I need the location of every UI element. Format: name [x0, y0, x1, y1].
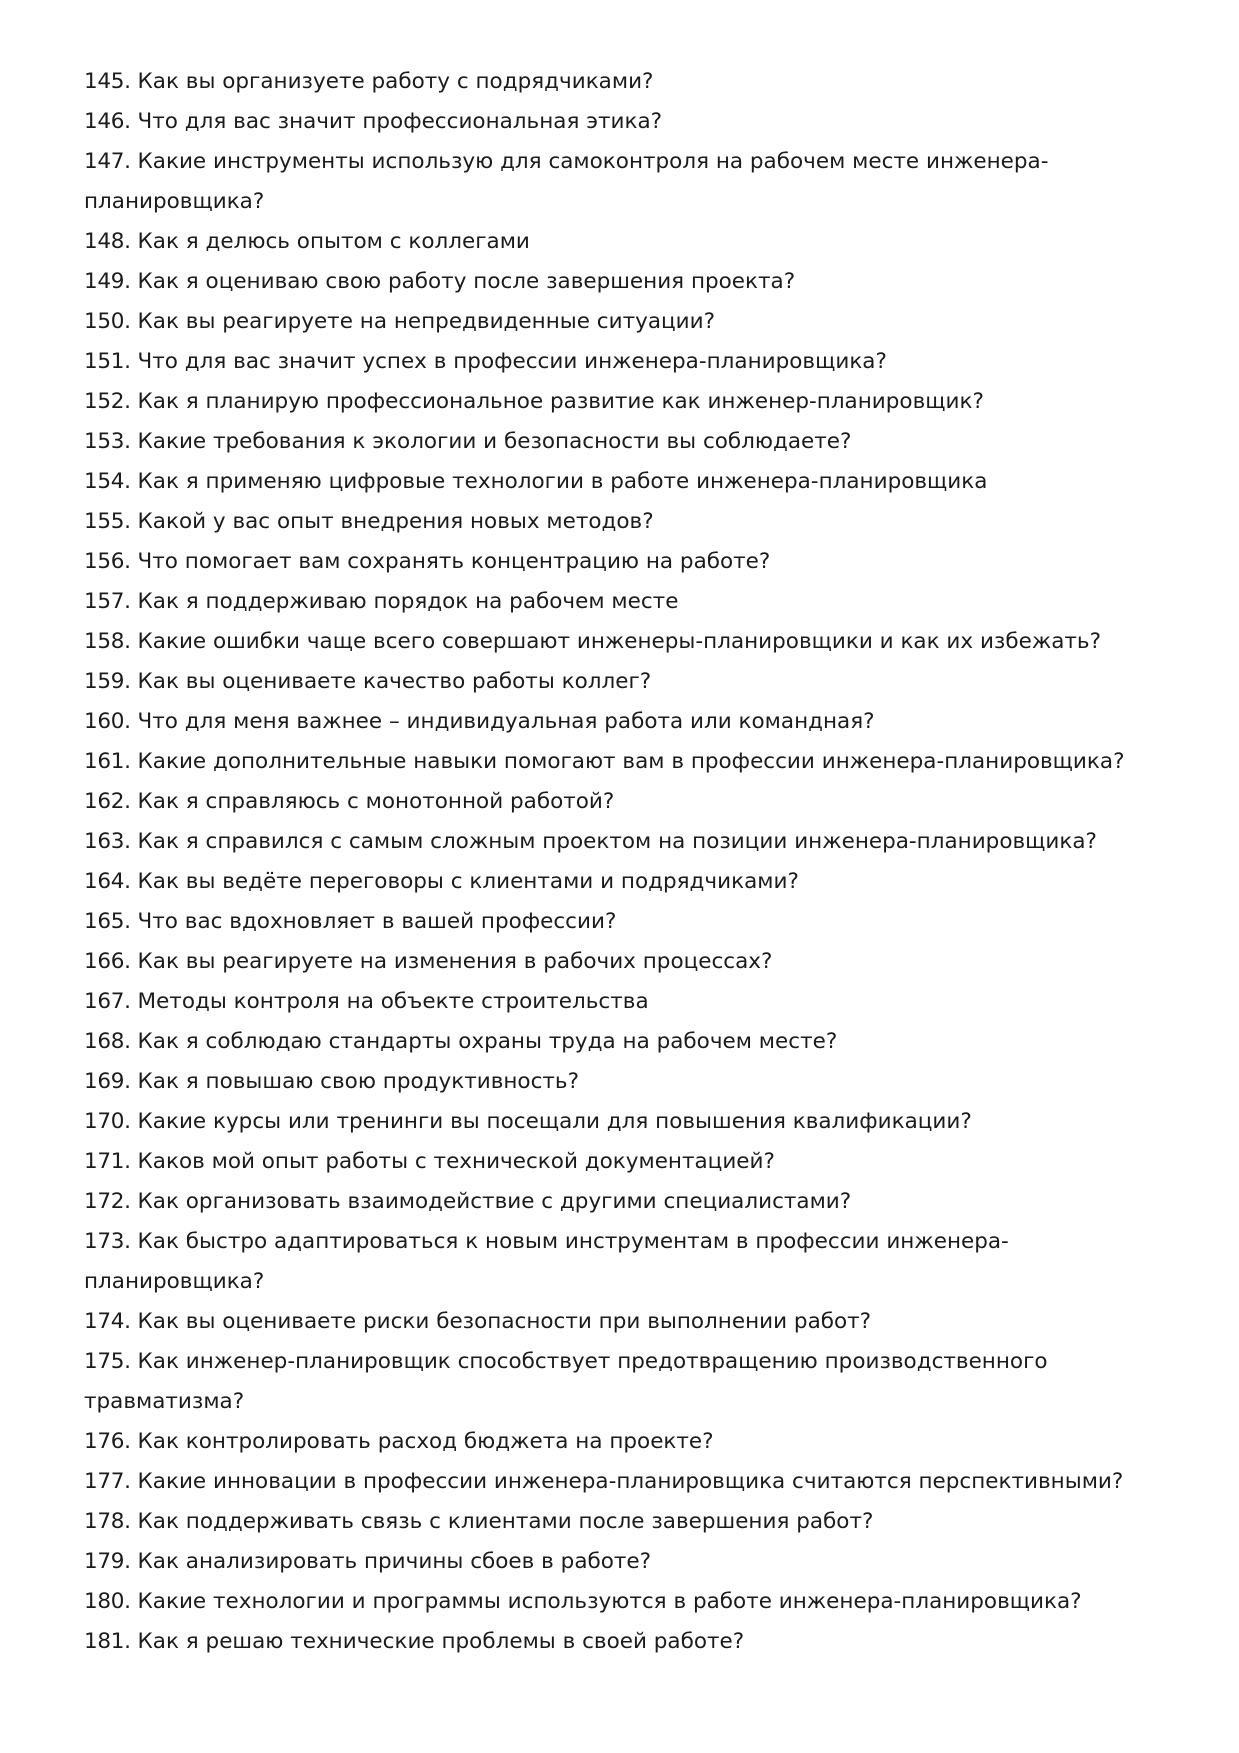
question-text: Как вы ведёте переговоры с клиентами и подрядчиками? [137, 869, 799, 894]
question-text: Какие курсы или тренинги вы посещали для повышения квалификации? [137, 1109, 972, 1134]
question-item [84, 1182, 1164, 1222]
question-item [84, 62, 1164, 102]
question-item [84, 1462, 1164, 1502]
question-text: Как организовать взаимодействие с другими специалистами? [137, 1189, 852, 1214]
question-line [84, 1222, 1164, 1262]
question-line [84, 902, 1164, 942]
question-line [84, 62, 1164, 102]
question-text: Что для вас значит успех в профессии инженера-планировщика? [137, 349, 887, 374]
question-item [84, 142, 1164, 222]
question-number: 161. [84, 749, 131, 774]
question-continuation-line [84, 1382, 1164, 1422]
question-line [84, 1102, 1164, 1142]
question-item [84, 1302, 1164, 1342]
question-line [84, 142, 1164, 182]
question-text: Как вы реагируете на непредвиденные ситуации? [137, 309, 716, 334]
question-line [84, 942, 1164, 982]
question-line [84, 862, 1164, 902]
question-item [84, 1142, 1164, 1182]
question-number: 181. [84, 1629, 131, 1654]
question-number: 154. [84, 469, 131, 494]
question-item [84, 862, 1164, 902]
question-line [84, 1062, 1164, 1102]
question-line [84, 702, 1164, 742]
question-text: Как вы оцениваете риски безопасности при выполнении работ? [137, 1309, 872, 1334]
question-number: 150. [84, 309, 131, 334]
question-number: 173. [84, 1229, 131, 1254]
question-line [84, 1542, 1164, 1582]
question-number: 149. [84, 269, 131, 294]
question-item [84, 502, 1164, 542]
question-line [84, 822, 1164, 862]
question-line [84, 742, 1164, 782]
question-item [84, 542, 1164, 582]
question-text: Как быстро адаптироваться к новым инструментам в профессии инженера- [137, 1229, 1009, 1254]
question-number: 159. [84, 669, 131, 694]
question-line [84, 222, 1164, 262]
question-line [84, 102, 1164, 142]
question-text: Как контролировать расход бюджета на проекте? [137, 1429, 714, 1454]
question-line [84, 1502, 1164, 1542]
question-text: Как я повышаю свою продуктивность? [137, 1069, 580, 1094]
question-number: 152. [84, 389, 131, 414]
question-number: 174. [84, 1309, 131, 1334]
question-number: 158. [84, 629, 131, 654]
question-number: 172. [84, 1189, 131, 1214]
question-number: 151. [84, 349, 131, 374]
question-text: Какие технологии и программы используются в работе инженера-планировщика? [137, 1589, 1082, 1614]
question-number: 165. [84, 909, 131, 934]
question-line [84, 582, 1164, 622]
question-text: Как анализировать причины сбоев в работе? [137, 1549, 652, 1574]
question-line [84, 1022, 1164, 1062]
question-text: Как я соблюдаю стандарты охраны труда на рабочем месте? [137, 1029, 838, 1054]
question-item [84, 942, 1164, 982]
question-number: 157. [84, 589, 131, 614]
question-number: 155. [84, 509, 131, 534]
question-text: травматизма? [84, 1389, 245, 1414]
question-number: 164. [84, 869, 131, 894]
question-text: Что вас вдохновляет в вашей профессии? [137, 909, 617, 934]
question-line [84, 782, 1164, 822]
question-item [84, 582, 1164, 622]
question-line [84, 1582, 1164, 1622]
question-line [84, 1342, 1164, 1382]
question-item [84, 622, 1164, 662]
question-number: 156. [84, 549, 131, 574]
question-text: Как инженер-планировщик способствует предотвращению производственного [137, 1349, 1048, 1374]
question-number: 170. [84, 1109, 131, 1134]
question-text: Какие инновации в профессии инженера-планировщика считаются перспективными? [137, 1469, 1124, 1494]
question-number: 179. [84, 1549, 131, 1574]
question-item [84, 222, 1164, 262]
question-number: 163. [84, 829, 131, 854]
question-line [84, 982, 1164, 1022]
question-number: 162. [84, 789, 131, 814]
question-item [84, 742, 1164, 782]
question-text: Что для вас значит профессиональная этика? [137, 109, 663, 134]
question-number: 178. [84, 1509, 131, 1534]
question-text: Какие инструменты использую для самоконтроля на рабочем месте инженера- [137, 149, 1049, 174]
question-continuation-line [84, 1262, 1164, 1302]
question-number: 169. [84, 1069, 131, 1094]
question-item [84, 1542, 1164, 1582]
question-continuation-line [84, 182, 1164, 222]
question-text: Каков мой опыт работы с технической документацией? [137, 1149, 775, 1174]
question-item [84, 1022, 1164, 1062]
question-number: 175. [84, 1349, 131, 1374]
question-text: Какие требования к экологии и безопасности вы соблюдаете? [137, 429, 852, 454]
question-item [84, 782, 1164, 822]
question-item [84, 302, 1164, 342]
question-item [84, 1102, 1164, 1142]
question-line [84, 462, 1164, 502]
question-text: Как я справляюсь с монотонной работой? [137, 789, 615, 814]
question-line [84, 622, 1164, 662]
question-number: 177. [84, 1469, 131, 1494]
question-line [84, 1462, 1164, 1502]
question-text: Как я делюсь опытом с коллегами [137, 229, 530, 254]
question-number: 171. [84, 1149, 131, 1174]
question-line [84, 1182, 1164, 1222]
question-text: Какой у вас опыт внедрения новых методов? [137, 509, 654, 534]
question-text: Как вы реагируете на изменения в рабочих процессах? [137, 949, 773, 974]
question-item [84, 422, 1164, 462]
question-item [84, 102, 1164, 142]
question-text: Как я поддерживаю порядок на рабочем месте [137, 589, 679, 614]
question-line [84, 1622, 1164, 1662]
question-text: Методы контроля на объекте строительства [137, 989, 649, 1014]
question-line [84, 542, 1164, 582]
question-item [84, 982, 1164, 1022]
question-line [84, 662, 1164, 702]
question-item [84, 1062, 1164, 1102]
question-number: 166. [84, 949, 131, 974]
question-item [84, 822, 1164, 862]
question-item [84, 462, 1164, 502]
question-item [84, 1622, 1164, 1662]
question-text: планировщика? [84, 189, 265, 214]
question-number: 145. [84, 69, 131, 94]
question-item [84, 382, 1164, 422]
question-text: Что для меня важнее – индивидуальная работа или командная? [137, 709, 875, 734]
question-item [84, 1502, 1164, 1542]
question-number: 168. [84, 1029, 131, 1054]
question-text: Как вы оцениваете качество работы коллег? [137, 669, 652, 694]
question-item [84, 702, 1164, 742]
question-line [84, 302, 1164, 342]
question-number: 147. [84, 149, 131, 174]
question-number: 180. [84, 1589, 131, 1614]
question-line [84, 502, 1164, 542]
question-item [84, 342, 1164, 382]
question-number: 148. [84, 229, 131, 254]
question-line [84, 422, 1164, 462]
question-text: Как я планирую профессиональное развитие как инженер-планировщик? [137, 389, 984, 414]
question-text: планировщика? [84, 1269, 265, 1294]
question-text: Как я справился с самым сложным проектом на позиции инженера-планировщика? [137, 829, 1097, 854]
question-number: 167. [84, 989, 131, 1014]
question-text: Что помогает вам сохранять концентрацию на работе? [137, 549, 771, 574]
question-item [84, 1422, 1164, 1462]
question-line [84, 1142, 1164, 1182]
question-number: 153. [84, 429, 131, 454]
question-line [84, 342, 1164, 382]
question-line [84, 1302, 1164, 1342]
question-item [84, 262, 1164, 302]
question-text: Какие ошибки чаще всего совершают инженеры-планировщики и как их избежать? [137, 629, 1101, 654]
question-number: 176. [84, 1429, 131, 1454]
question-line [84, 1422, 1164, 1462]
question-line [84, 262, 1164, 302]
question-text: Как я оцениваю свою работу после завершения проекта? [137, 269, 796, 294]
question-item [84, 1342, 1164, 1422]
question-item [84, 1222, 1164, 1302]
question-number: 146. [84, 109, 131, 134]
question-text: Как я применяю цифровые технологии в работе инженера-планировщика [137, 469, 988, 494]
question-item [84, 902, 1164, 942]
question-text: Какие дополнительные навыки помогают вам в профессии инженера-планировщика? [137, 749, 1125, 774]
question-text: Как поддерживать связь с клиентами после завершения работ? [137, 1509, 874, 1534]
question-number: 160. [84, 709, 131, 734]
question-item [84, 662, 1164, 702]
question-text: Как вы организуете работу с подрядчиками? [137, 69, 654, 94]
question-item [84, 1582, 1164, 1622]
question-text: Как я решаю технические проблемы в своей работе? [137, 1629, 745, 1654]
question-line [84, 382, 1164, 422]
question-list [84, 62, 1164, 1662]
